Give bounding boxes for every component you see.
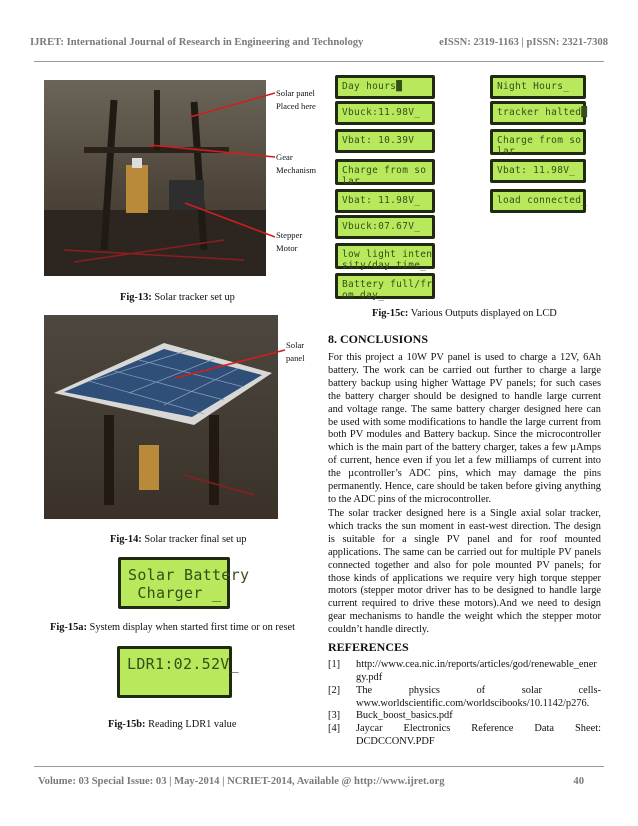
fig14-callout-arrow [170, 340, 290, 390]
conclusions-heading: 8. CONCLUSIONS [328, 332, 429, 346]
fig15c-lcd-left-1 [335, 75, 435, 99]
caption-text: Various Outputs displayed on LCD [408, 308, 557, 319]
fig15c-caption [372, 308, 557, 319]
reference-item [328, 685, 601, 711]
lcd-text: Vbat: 10.39V [342, 135, 415, 146]
callout-line: Mechanism [276, 165, 317, 175]
lcd-line: LDR1:02.52V_ [127, 655, 239, 673]
caption-label: Fig-14: [110, 534, 142, 545]
reference-text: Buck_boost_basics.pdf [356, 710, 453, 721]
caption-text: Solar tracker set up [151, 292, 235, 303]
fig13-callout-stepper [276, 230, 302, 254]
callout-line: panel [286, 353, 305, 363]
fig13-callout-solar-panel [276, 88, 316, 112]
fig15c-lcd-left-6 [335, 215, 435, 239]
reference-item [328, 723, 601, 749]
page-number: 40 [573, 776, 584, 787]
fig15c-lcd-left-5 [335, 189, 435, 213]
reference-item [328, 710, 601, 723]
reference-number: [3] [328, 710, 341, 721]
reference-item [328, 659, 601, 685]
references-heading: REFERENCES [328, 640, 409, 654]
journal-name: IJRET: International Journal of Research in Engineering and Technology [30, 37, 364, 48]
caption-label: Fig-13: [120, 292, 152, 303]
fig15a-caption [50, 622, 295, 633]
lcd-line: Charger _ [128, 584, 222, 602]
reference-number: [4] [328, 723, 341, 734]
fig13-caption [120, 292, 235, 303]
caption-text: Reading LDR1 value [145, 719, 237, 730]
caption-text: Solar tracker final set up [141, 534, 247, 545]
caption-text: System display when started first time or on reset [86, 622, 295, 633]
caption-label: Fig-15c: [372, 308, 409, 319]
fig15c-lcd-right-2 [490, 101, 586, 125]
fig15c-lcd-left-7 [335, 243, 435, 269]
callout-line: Motor [276, 243, 298, 253]
fig15a-lcd [118, 557, 250, 609]
lcd-text [128, 566, 250, 602]
lcd-text: Vbuck:11.98V_ [342, 107, 421, 118]
lcd-text: Charge from so lar [342, 165, 427, 187]
fig15b-lcd [117, 646, 239, 698]
lcd-text: Vbuck:07.67V_ [342, 221, 421, 232]
lcd-text: load connected_ [497, 195, 588, 206]
lcd-text: Day hours█ [342, 81, 403, 92]
fig14-caption [110, 534, 246, 545]
lcd-line: Solar Battery [128, 566, 250, 584]
reference-link[interactable]: The physics of solar cells-www.worldscientific.com/worldscibooks/10.1142/p276. [356, 685, 601, 709]
fig15c-lcd-left-3 [335, 129, 435, 153]
issn: eISSN: 2319-1163 | pISSN: 2321-7308 [439, 37, 608, 48]
reference-link[interactable]: http://www.cea.nic.in/reports/articles/god/renewable_energy.pdf [356, 659, 597, 683]
callout-line: Placed here [276, 101, 316, 111]
fig13-callout-arrows [130, 85, 280, 265]
lcd-text: Vbat: 11.98V_ [497, 165, 576, 176]
lcd-text [127, 655, 239, 673]
callout-line: Solar [286, 340, 305, 350]
fig15c-lcd-left-2 [335, 101, 435, 125]
footer-citation: Volume: 03 Special Issue: 03 | May-2014 | NCRIET-2014, Available @ http://www.ijret.org [38, 776, 445, 787]
fig15c-lcd-right-3 [490, 129, 586, 155]
lcd-text: Battery full/fr om day_ [342, 279, 433, 301]
fig15c-lcd-left-4 [335, 159, 435, 185]
fig15c-lcd-right-1 [490, 75, 586, 99]
callout-line: Solar panel [276, 88, 315, 98]
caption-label: Fig-15b: [108, 719, 146, 730]
footer-rule [34, 766, 604, 767]
running-footer [38, 776, 584, 787]
fig15b-caption [108, 719, 236, 730]
callout-line: Stepper [276, 230, 303, 240]
lcd-text: tracker halted█ [497, 107, 588, 118]
conclusions-paragraph-2: The solar tracker designed here is a Single axial solar tracker, which tracks the sun moment in east-west direction. The design is suitable for a single PV panel and for roof mounted applications. The same can be carried out for multiple PV panels connected together and also for pole mounted PV panels; for those kinds of applications we require very high torque stepper motors (stepper motor driver has to be designed to handle large current required to drive these motors).And we need to design gear mechanisms to handle the weight which the stepper motor couldn’t handle directly. [328, 508, 601, 636]
caption-label: Fig-15a: [50, 622, 87, 633]
fig15c-lcd-right-5 [490, 189, 586, 213]
header-rule [34, 61, 604, 62]
reference-text: Jaycar Electronics Reference Data Sheet: DCDCCONV.PDF [356, 723, 601, 747]
callout-line: Gear [276, 152, 293, 162]
fig15c-lcd-right-4 [490, 159, 586, 183]
lcd-text: Vbat: 11.98V_ [342, 195, 421, 206]
fig14-callout-solar-panel [286, 340, 305, 364]
conclusions-paragraph-1: For this project a 10W PV panel is used to charge a 12V, 6Ah battery. The work can be carried out further to charge a large battery backup using higher Wattage PV panels; for such cases the battery charger should be designed to handle large current and voltage range. The same battery charger designed here can be used with some modifications to handle the large current from both PV modules and Battery backup. Since the microcontroller which is the main part of the battery charger, takes a few µAmps of current, hence even if you let a few milliamps of current into the µcontroller’s ADC pins, which may damage the pins permanently. Hence, care should be taken before giving anything to the ADC pins of the microcontroller. [328, 352, 601, 505]
lcd-text: Night Hours_ [497, 81, 570, 92]
fig13-callout-gear [276, 152, 316, 176]
reference-number: [2] [328, 685, 341, 696]
lcd-text: low light inten sity/day time_ [342, 249, 433, 271]
fig15c-lcd-left-8 [335, 273, 435, 299]
lcd-text: Charge from so lar [497, 135, 582, 157]
reference-number: [1] [328, 659, 341, 670]
